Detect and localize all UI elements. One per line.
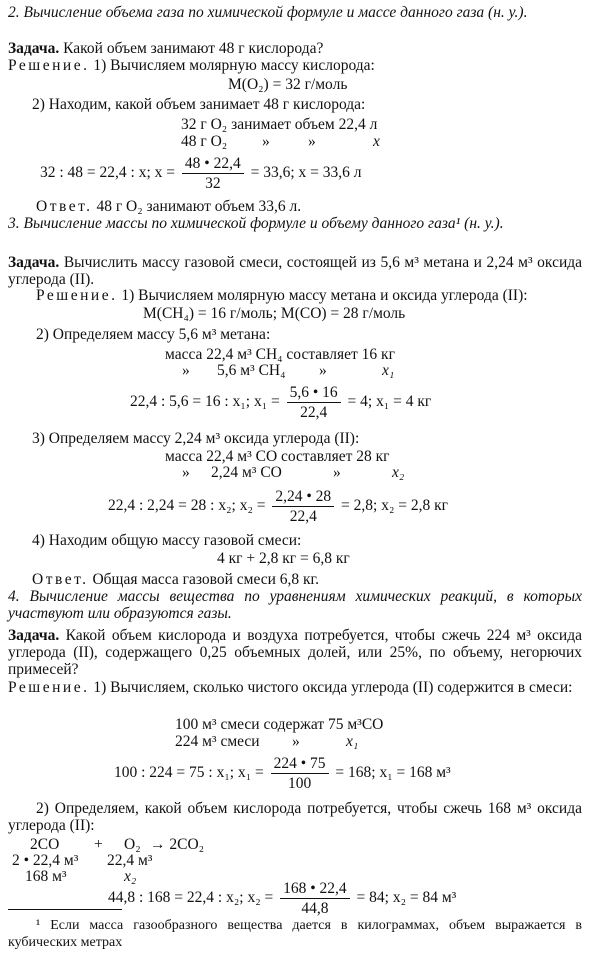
solution-label: Решение. — [36, 287, 118, 304]
answer-label: Ответ. — [36, 198, 93, 215]
step2-text: 2) Определяем, какой объем кислорода потребуется, чтобы сжечь 168 м³ оксида углерода (II): — [8, 800, 582, 834]
task-4 — [8, 627, 582, 678]
section-3-heading: 3. Вычисление массы по химической формуле и объему данного газа¹ (н. у.). — [8, 215, 504, 232]
task-label: Задача. — [8, 40, 60, 57]
equation-plus: + — [94, 836, 103, 853]
task-3 — [8, 254, 582, 288]
equation-volume-co: 2 • 22,4 м³ — [12, 852, 79, 869]
molar-mass-o2: M(O₂) = 32 г/моль — [228, 76, 348, 93]
fraction-denominator: 100 — [287, 775, 312, 792]
calc-right: = 33,6; x = 33,6 л — [250, 164, 362, 182]
fraction — [182, 155, 244, 192]
footnote-rule — [8, 909, 122, 910]
proportion-line2-a: 224 м³ смеси — [175, 733, 260, 750]
calculation-3a — [130, 384, 431, 421]
proportion-line4-c: » — [333, 464, 341, 481]
calc-right: = 2,8; x₂ = 2,8 кг — [341, 497, 448, 515]
proportion-line3: масса 22,4 м³ CO составляет 28 кг — [165, 448, 390, 465]
fraction-denominator: 44,8 — [301, 900, 329, 917]
calculation-4a — [114, 755, 451, 792]
step2-text: 2) Определяем массу 5,6 м³ метана: — [36, 326, 271, 343]
fraction-numerator: 48 • 22,4 — [182, 155, 244, 174]
equation-given-co: 168 м³ — [25, 868, 67, 885]
section-4-heading: 4. Вычисление массы вещества по уравнениям химических реакций, в которых участвуют или образуются газы. — [8, 588, 582, 622]
equation-reactant-co: 2CO — [30, 836, 60, 853]
fraction — [271, 755, 329, 792]
fraction-denominator: 22,4 — [300, 404, 328, 421]
equation-reactant-o2: O₂ — [124, 836, 141, 853]
calc-right: = 4; x₁ = 4 кг — [347, 393, 432, 411]
solution-4-step1 — [8, 679, 582, 696]
step4-text: 4) Находим общую массу газовой смеси: — [32, 532, 302, 549]
proportion-line2-c: » — [308, 133, 316, 150]
fraction-denominator: 32 — [205, 175, 221, 192]
section-2-heading: 2. Вычисление объема газа по химической формуле и массе данного газа (н. у.). — [8, 4, 528, 21]
answer-2 — [36, 198, 301, 215]
equation-unknown-x2: x₂ — [124, 868, 137, 885]
task-text: Вычислить массу газовой смеси, состоящей из 5,6 м³ метана и 2,24 м³ оксида углерода (II). — [8, 254, 583, 288]
calculation-4b — [108, 880, 456, 917]
proportion-line2-b: » — [292, 733, 300, 750]
proportion-line4-d: x₂ — [392, 464, 405, 481]
proportion-line1: 100 м³ смеси содержат 75 м³CO — [175, 716, 384, 733]
proportion-line1: 32 г O₂ занимает объем 22,4 л — [181, 116, 378, 133]
calc-left: 32 : 48 = 22,4 : x; x = — [40, 164, 176, 182]
proportion-line2-b: » — [262, 133, 270, 150]
calculation-2 — [40, 155, 362, 192]
calculation-3b — [108, 488, 448, 525]
task-label: Задача. — [8, 627, 60, 644]
task-2 — [8, 40, 323, 57]
proportion-line1: масса 22,4 м³ CH₄ составляет 16 кг — [165, 346, 395, 363]
solution-2-step1 — [8, 57, 375, 74]
fraction — [287, 384, 341, 421]
equation-volume-o2: 22,4 м³ — [107, 852, 153, 869]
proportion-line2-a: » — [182, 362, 190, 379]
fraction-numerator: 2,24 • 28 — [272, 488, 334, 507]
step-text: 1) Вычисляем молярную массу кислорода: — [93, 57, 375, 74]
proportion-line2-c: x₁ — [346, 733, 359, 750]
proportion-line2-c: » — [319, 362, 327, 379]
step2-text: 2) Находим, какой объем занимает 48 г кислорода: — [32, 96, 366, 113]
fraction-numerator: 168 • 22,4 — [280, 880, 350, 899]
sum-line: 4 кг + 2,8 кг = 6,8 кг — [217, 550, 350, 567]
calc-left: 100 : 224 = 75 : x₁; x₁ = — [114, 764, 264, 782]
step-text: 1) Вычисляем молярную массу метана и оксида углерода (II): — [121, 287, 528, 304]
task-text: Какой объем занимают 48 г кислорода? — [63, 40, 324, 57]
fraction-numerator: 224 • 75 — [271, 755, 329, 774]
calc-right: = 84; x₂ = 84 м³ — [356, 889, 457, 907]
fraction-denominator: 22,4 — [289, 508, 317, 525]
fraction-numerator: 5,6 • 16 — [287, 384, 341, 403]
equation-product: → 2CO₂ — [150, 836, 205, 853]
answer-label: Ответ. — [32, 571, 89, 588]
proportion-line4-b: 2,24 м³ CO — [211, 464, 282, 481]
calc-left: 22,4 : 2,24 = 28 : x₂; x₂ = — [108, 497, 266, 515]
task-label: Задача. — [8, 254, 60, 271]
answer-text: Общая масса газовой смеси 6,8 кг. — [92, 571, 320, 588]
solution-label: Решение. — [8, 57, 90, 74]
step3-text: 3) Определяем массу 2,24 м³ оксида углерода (II): — [32, 430, 360, 447]
task-text: Какой объем кислорода и воздуха потребуется, чтобы сжечь 224 м³ оксида углерода (II), содержащего 0,25 объемных долей, или 25%, по объему, негорючих примесей? — [8, 627, 582, 678]
proportion-line2-a: 48 г O₂ — [181, 133, 228, 150]
proportion-line2-d: x — [373, 133, 380, 150]
solution-3-step1 — [36, 287, 528, 304]
solution-label: Решение. — [8, 679, 90, 696]
answer-3 — [32, 571, 319, 588]
fraction — [280, 880, 350, 917]
calc-left: 22,4 : 5,6 = 16 : x₁; x₁ = — [130, 393, 280, 411]
step-text: 1) Вычисляем, сколько чистого оксида углерода (II) содержится в смеси: — [93, 679, 573, 696]
proportion-line2-b: 5,6 м³ CH₄ — [217, 362, 286, 379]
fraction — [272, 488, 334, 525]
footnote: ¹ Если масса газообразного вещества дается в килограммах, объем выражается в кубических метрах — [8, 918, 582, 950]
answer-text: 48 г O₂ занимают объем 33,6 л. — [96, 198, 302, 215]
molar-mass-ch4-co: M(CH₄) = 16 г/моль; M(CO) = 28 г/моль — [143, 305, 406, 322]
calc-right: = 168; x₁ = 168 м³ — [335, 764, 451, 782]
calc-left: 44,8 : 168 = 22,4 : x₂; x₂ = — [108, 889, 274, 907]
proportion-line2-d: x₁ — [382, 362, 395, 379]
proportion-line4-a: » — [182, 464, 190, 481]
